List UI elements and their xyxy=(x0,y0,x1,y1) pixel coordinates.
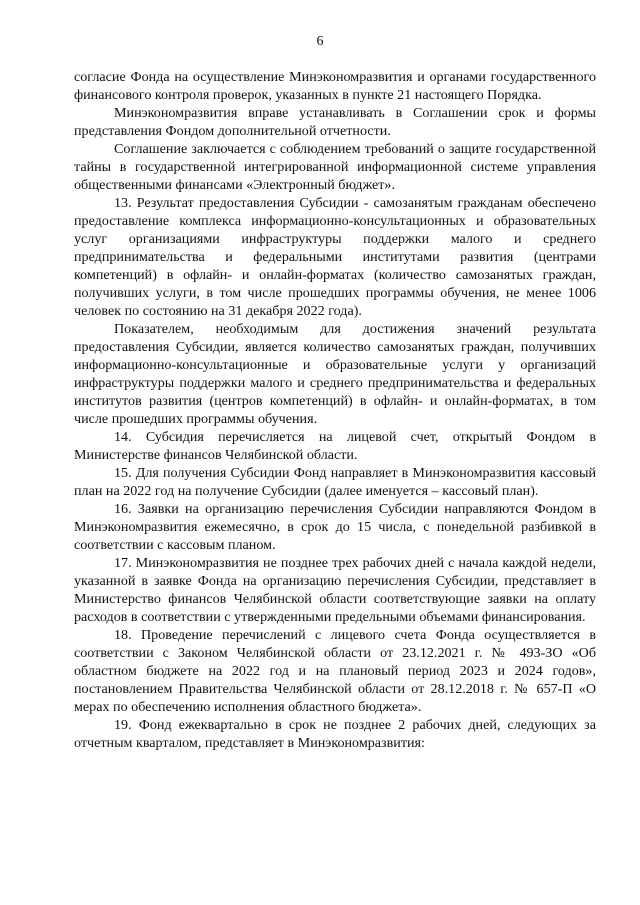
page-number: 6 xyxy=(316,34,324,49)
paragraph-item-15: 15. Для получения Субсидии Фонд направляет в Минэкономразвития кассовый план на 2022 год на получение Субсидии (далее именуется – кассовый план). xyxy=(74,465,596,499)
paragraph-item-13: 13. Результат предоставления Субсидии - самозанятым гражданам обеспечено предоставление комплекса информационно-консультационных и образовательных услуг организациями инфраструктуры поддержки малого и среднего предпринимательства и федеральными институтами развития (центрами компетенций) в офлайн- и онлайн-форматах (количество самозанятых граждан, получивших услуги, в том числе прошедших программы обучения, не менее 1006 человек по состоянию на 31 декабря 2022 года). xyxy=(74,195,596,319)
paragraph-item-19: 19. Фонд ежеквартально в срок не позднее 2 рабочих дней, следующих за отчетным кварталом, представляет в Минэкономразвития: xyxy=(74,717,596,751)
paragraph-item-17: 17. Минэкономразвития не позднее трех рабочих дней с начала каждой недели, указанной в заявке Фонда на организацию перечисления Субсидии, представляет в Министерство финансов Челябинской области соответствующие заявки на оплату расходов в соответствии с утвержденными предельными объемами финансирования. xyxy=(74,555,596,625)
paragraph-item-16: 16. Заявки на организацию перечисления Субсидии направляются Фондом в Минэкономразвития ежемесячно, в срок до 15 числа, с понедельной разбивкой в соответствии с кассовым планом. xyxy=(74,501,596,553)
paragraph-item-18: 18. Проведение перечислений с лицевого счета Фонда осуществляется в соответствии с Законом Челябинской области от 23.12.2021 г. № 493-ЗО «Об областном бюджете на 2022 год и на плановый период 2023 и 2024 годов», постановлением Правительства Челябинской области от 28.12.2018 г. № 657-П «О мерах по обеспечению исполнения областного бюджета». xyxy=(74,627,596,715)
paragraph-state-secret: Соглашение заключается с соблюдением требований о защите государственной тайны в государственной интегрированной информационной системе управления общественными финансами «Электронный бюджет». xyxy=(74,141,596,193)
paragraph-indicator: Показателем, необходимым для достижения значений результата предоставления Субсидии, является количество самозанятых граждан, получивших информационно-консультационные и образовательные услуги у организаций инфраструктуры поддержки малого и среднего предпринимательства и федеральных институтов развития (центров компетенций) в офлайн- и онлайн-форматах, в том числе прошедших программы обучения. xyxy=(74,321,596,427)
document-body xyxy=(74,68,596,752)
paragraph-item-14: 14. Субсидия перечисляется на лицевой счет, открытый Фондом в Министерстве финансов Челябинской области. xyxy=(74,429,596,463)
paragraph-additional-reporting: Минэкономразвития вправе устанавливать в Соглашении срок и формы представления Фондом дополнительной отчетности. xyxy=(74,105,596,139)
paragraph-continuation: согласие Фонда на осуществление Минэкономразвития и органами государственного финансового контроля проверок, указанных в пункте 21 настоящего Порядка. xyxy=(74,69,596,103)
